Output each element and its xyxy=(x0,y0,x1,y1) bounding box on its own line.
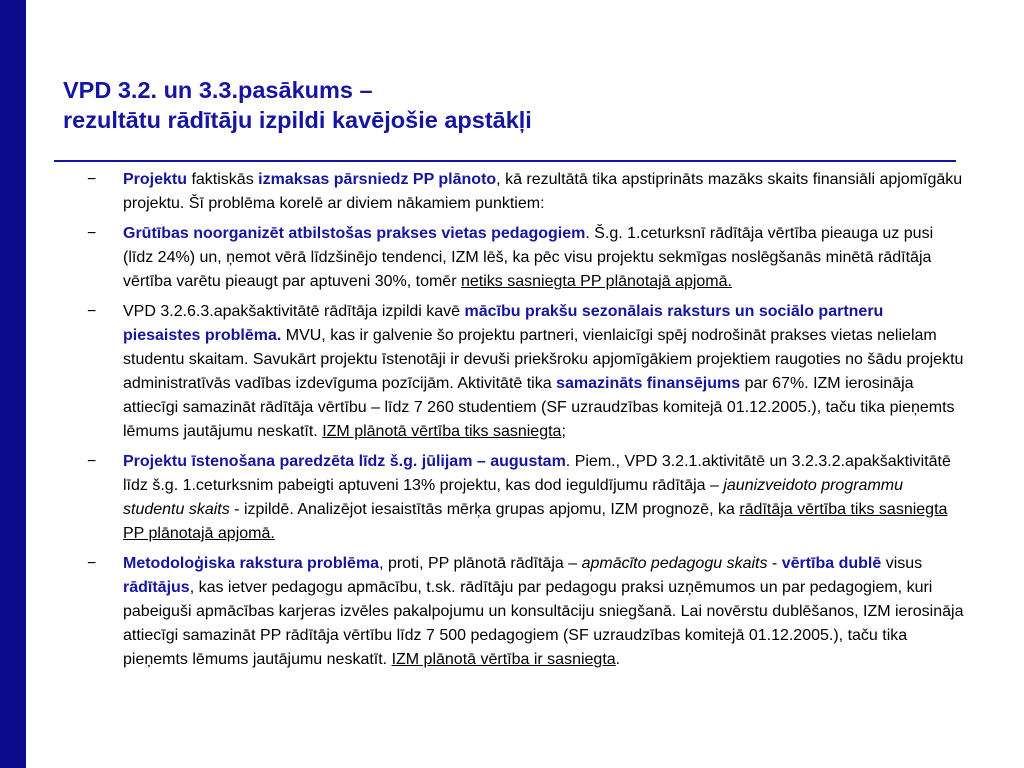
bullet-dash: − xyxy=(87,555,97,572)
bullet-list xyxy=(0,168,1024,678)
underlined-text: IZM plānotā vērtība ir sasniegta xyxy=(391,651,616,668)
body-text: , kā rezultātā tika apstiprināts mazāks skaits finansiāli apjomīgāku projektu. Šī problēma korelē ar diviem nākamiem punktiem: xyxy=(123,171,963,212)
body-text: visus xyxy=(881,555,923,572)
bullet-item-seasonal-practice xyxy=(0,300,1024,444)
emphasis-text: samazināts finansējums xyxy=(556,375,741,392)
body-text: , kas ietver pedagogu apmācību, t.sk. rādītāju par pedagogu praksi uzņēmumos un par pedagogiem, kuri pabeiguši apmācības karjeras izvēles pakalpojumu un konsultāciju sniegšanā. Lai novērstu dublēšanos, IZM ierosināja attiecīgi samazināt PP rādītāja vērtību līdz 7 500 pedagogiem (SF uzraudzības komitejā 01.12.2005.), taču tika pieņemts lēmums jautājumu neskatīt. xyxy=(123,579,964,668)
body-text: faktiskās xyxy=(187,171,259,188)
underlined-text: rādītāja vērtība tiks sasniegta PP plānotajā apjomā. xyxy=(123,501,948,542)
emphasis-text: Grūtības noorganizēt atbilstošas prakses vietas pedagogiem xyxy=(123,225,586,242)
emphasis-text: mācību prakšu sezonālais raksturs un sociālo partneru piesaistes problēma. xyxy=(123,303,884,344)
emphasis-text: Metodoloģiska rakstura problēma xyxy=(123,555,380,572)
body-text: . Š.g. 1.ceturksnī rādītāja vērtība pieauga uz pusi (līdz 24%) un, ņemot vērā līdzšinējo tendenci, IZM lēš, ka pēc visu projektu sekmīgas noslēgšanās minētā rādītāja vērtība varētu pieaugt par aptuveni 30%, tomēr xyxy=(123,225,934,290)
bullet-dash: − xyxy=(87,453,97,470)
bullet-text xyxy=(123,168,965,216)
emphasis-text: Projektu xyxy=(123,171,188,188)
bullet-item-implementation-timeline xyxy=(0,450,1024,546)
emphasis-text: vērtība dublē xyxy=(781,555,882,572)
bullet-dash: − xyxy=(87,303,97,320)
bullet-text xyxy=(123,300,965,444)
underlined-text: IZM plānotā vērtība tiks sasniegta xyxy=(322,423,562,440)
italic-text: apmācīto pedagogu skaits xyxy=(581,555,768,572)
bullet-dash: − xyxy=(87,171,97,188)
bullet-item-methodological-problem xyxy=(0,552,1024,672)
bullet-item-cost-overrun xyxy=(0,168,1024,216)
emphasis-text: izmaksas pārsniedz PP plānoto xyxy=(258,171,497,188)
bullet-text xyxy=(123,450,965,546)
bullet-item-practice-places xyxy=(0,222,1024,294)
slide-title xyxy=(63,75,963,135)
bullet-text xyxy=(123,222,965,294)
title-line-2: rezultātu rādītāju izpildi kavējošie apstākļi xyxy=(63,107,532,133)
emphasis-text: rādītājus xyxy=(123,579,190,596)
italic-text: jaunizveidoto programmu studentu skaits xyxy=(123,477,903,518)
underlined-text: netiks sasniegta PP plānotajā apjomā. xyxy=(460,273,732,290)
body-text: . xyxy=(615,651,621,668)
body-text: VPD 3.2.6.3.apakšaktivitātē rādītāja izpildi kavē xyxy=(123,303,465,320)
body-text: . Piem., VPD 3.2.1.aktivitātē un 3.2.3.2.apakšaktivitātē līdz š.g. 1.ceturksnim pabeigti aptuveni 13% projektu, kas dod ieguldījumu rādītāja – xyxy=(123,453,951,494)
bullet-text xyxy=(123,552,965,672)
body-text: MVU, kas ir galvenie šo projektu partneri, vienlaicīgi spēj nodrošināt prakses vietas nelielam studentu skaitam. Savukārt projektu īstenotāji ir devuši priekšroku apjomīgākiem projektiem raugoties no šādu projektu administratīvās vadības izdevīguma pozīcijām. Aktivitātē tika xyxy=(123,327,964,392)
body-text: - xyxy=(767,555,782,572)
body-text: ; xyxy=(561,423,566,440)
body-text: par 67%. IZM ierosināja attiecīgi samazināt rādītāja vērtību – līdz 7 260 studentiem (SF uzraudzības komitejā 01.12.2005.), taču tika pieņemts lēmums jautājumu neskatīt. xyxy=(123,375,955,440)
bullet-dash: − xyxy=(87,225,97,242)
body-text: - izpildē. Analizējot iesaistītās mērķa grupas apjomu, IZM prognozē, ka xyxy=(229,501,740,518)
title-line-1: VPD 3.2. un 3.3.pasākums – xyxy=(63,77,373,103)
emphasis-text: Projektu īstenošana paredzēta līdz š.g. jūlijam – augustam xyxy=(123,453,566,470)
body-text: , proti, PP plānotā rādītāja – xyxy=(379,555,582,572)
title-divider xyxy=(54,160,956,162)
